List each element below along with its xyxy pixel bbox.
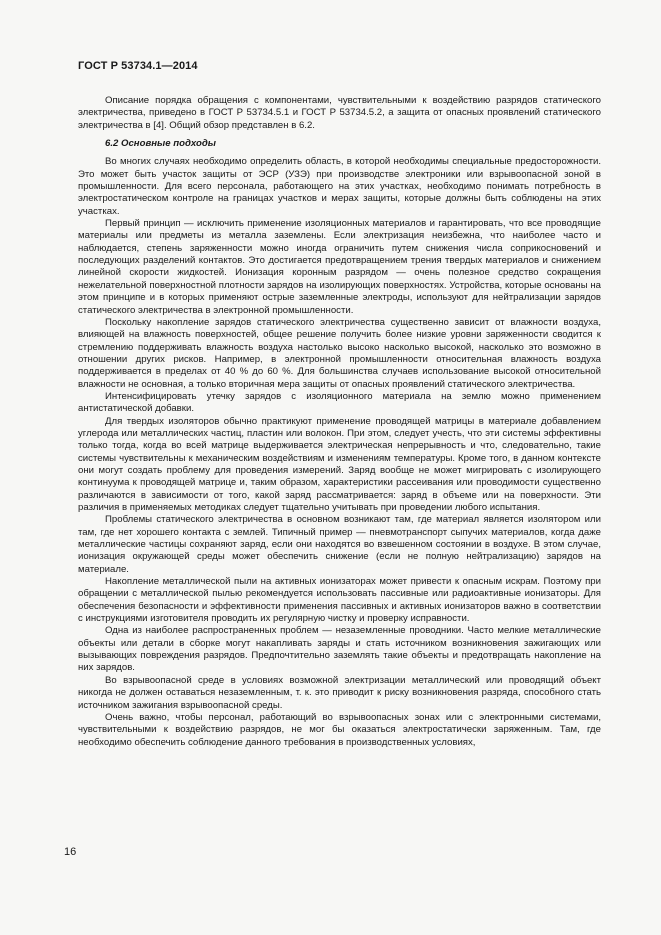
- page-number: 16: [64, 846, 77, 858]
- intro-paragraph: Описание порядка обращения с компонентами, чувствительными к воздействию разрядов статического электричества, приведено в ГОСТ Р 53734.5.1 и ГОСТ Р 53734.5.2, а защита от опасных проявлений статического электричества в [4]. Общий обзор представлен в 6.2.: [78, 95, 601, 131]
- document-header: ГОСТ Р 53734.1—2014: [78, 60, 198, 72]
- paragraph: Одна из наиболее распространенных проблем — незаземленные проводники. Часто мелкие металлические объекты или детали в сборке могут накапливать заряды и стать источником возникновения зажигающих или вызывающих повреждения разрядов. Предпочтительно заземлять такие объекты и предотвращать накопление на них зарядов.: [78, 625, 601, 674]
- paragraph: Во многих случаях необходимо определить область, в которой необходимы специальные предосторожности. Это может быть участок защиты от ЭСР (УЗЭ) при производстве электроники или взрывоопасной зоной в промышленности. Для всего персонала, работающего на этих участках, необходимо понимать потребность в электростатическом контроле на границах участков и мерах защиты, которые должны быть соблюдены на этих участках.: [78, 156, 601, 217]
- paragraph: Первый принцип — исключить применение изоляционных материалов и гарантировать, что все проводящие материалы или предметы из металла заземлены. Если электризация неизбежна, что наиболее часто и наблюдается, степень заряженности можно иногда ограничить путем снижения числа соприкосновений и последующих разделений контактов. Это достигается предотвращением трения твердых материалов и снижением линейной скорости жидкостей. Ионизация коронным разрядом — очень полезное средство сокращения нежелательной поверхностной плотности зарядов на изолирующих поверхностях. Устройства, которые основаны на этом принципе и в которых применяют острые заземленные электроды, используют для нейтрализации зарядов статического электричества в электронной промышленности.: [78, 218, 601, 316]
- paragraph: Поскольку накопление зарядов статического электричества существенно зависит от влажности воздуха, влияющей на влажность поверхностей, общее решение получить более низкие уровни заряженности сводится к стремлению поддерживать влажность воздуха настолько высоко насколько высокой, насколько это возможно в отношении других рисков. Например, в электронной промышленности относительная влажность воздуха поддерживается в пределах от 40 % до 60 %. Для большинства случаев использование высокой относительной влажности не основная, а только вторичная мера защиты от опасных проявлений статического электричества.: [78, 316, 601, 390]
- paragraph: Очень важно, чтобы персонал, работающий во взрывоопасных зонах или с электронными системами, чувствительными к воздействию разрядов, не мог бы оказаться электростатически заряженным. Там, где необходимо обеспечить соблюдение данного требования в производственных условиях,: [78, 711, 601, 748]
- paragraph: Во взрывоопасной среде в условиях возможной электризации металлический или проводящий объект никогда не должен оставаться незаземленным, т. к. это приводит к риску возникновения разряда, способного стать источником зажигания взрывоопасной среды.: [78, 674, 601, 711]
- paragraph: Накопление металлической пыли на активных ионизаторах может привести к опасным искрам. Поэтому при обращении с металлической пылью рекомендуется использовать пассивные или радиоактивные ионизаторы. Для обеспечения безопасности и эффективности применения пассивных и активных ионизаторов важно в соответствии с инструкциями изготовителя проводить их регулярную чистку и проверку исправности.: [78, 576, 601, 625]
- body-text: [78, 95, 601, 749]
- paragraph: Интенсифицировать утечку зарядов с изоляционного материала на землю можно применением антистатической добавки.: [78, 390, 601, 415]
- paragraph: Проблемы статического электричества в основном возникают там, где материал является изолятором или там, где нет хорошего контакта с землей. Типичный пример — пневмотранспорт сыпучих материалов, когда даже металлические частицы сохраняют заряд, если они находятся во взвешенном состоянии в воздухе. В этом случае, ионизация окружающей среды может обеспечить снижение (если не полную нейтрализацию) зарядов на материале.: [78, 514, 601, 575]
- paragraph: Для твердых изоляторов обычно практикуют применение проводящей матрицы в материале добавлением углерода или металлических частиц, пластин или волокон. При этом, следует учесть, что эти системы эффективны только тогда, когда во всей матрице выдерживается электрическая непрерывность и что, следовательно, такие системы чувствительны к механическим воздействиям и изменениям температуры. Кроме того, в данном контексте они могут создать проблему для проведения измерений. Заряд вообще не может мигрировать с изолирующего континуума к проводящей матрице и, таким образом, характеристики рассеивания или проводимости существенно различаются в зависимости от того, какой заряд рассматривается: заряд в объеме или на поверхности. Эти различия в применяемых методиках следует тщательно учитывать при проведении любого испытания.: [78, 415, 601, 513]
- section-heading: 6.2 Основные подходы: [105, 138, 216, 150]
